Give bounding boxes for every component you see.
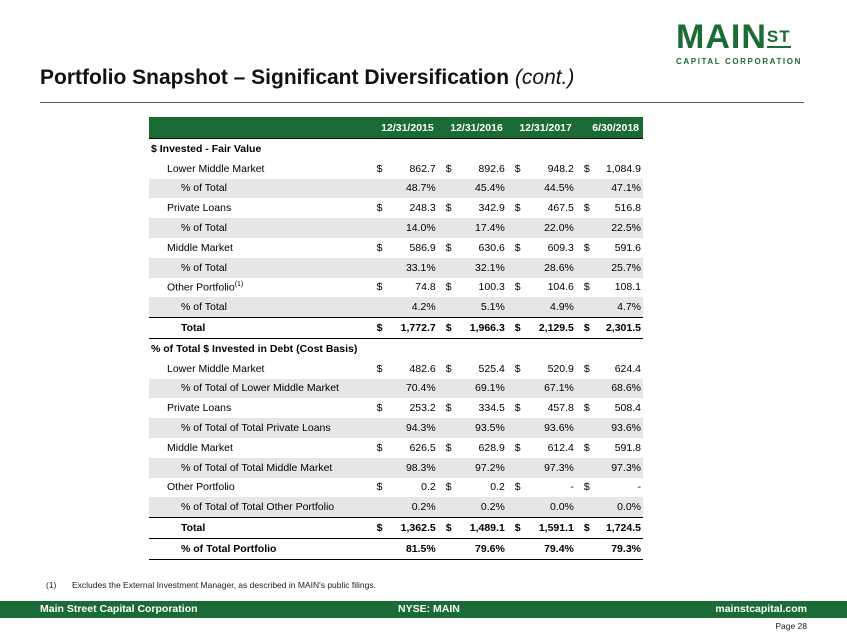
table-row	[149, 359, 643, 379]
row-label-text: Middle Market	[167, 241, 233, 254]
table-row	[149, 458, 643, 478]
row-label	[149, 379, 369, 399]
cell-value: 97.2%	[438, 458, 507, 478]
currency-symbol: $	[445, 162, 452, 175]
footer-website-link[interactable]: mainstcapital.com	[715, 603, 807, 615]
row-label-text: % of Total	[181, 261, 227, 274]
section-label: % of Total $ Invested in Debt (Cost Basis)	[149, 338, 643, 358]
cell-value: 586.9	[409, 241, 436, 254]
cell-value: 612.4	[547, 441, 574, 454]
portfolio-snapshot-table	[149, 117, 643, 560]
cell-value: 108.1	[614, 281, 641, 294]
cell-value: 32.1%	[438, 258, 507, 278]
currency-symbol: $	[583, 362, 590, 375]
footnote: (1) Excludes the External Investment Manager, as described in MAIN's public filings.	[46, 580, 376, 590]
total-row	[149, 518, 643, 539]
currency-symbol: $	[514, 441, 521, 454]
footer-bar	[0, 601, 847, 618]
table-row	[149, 418, 643, 438]
footnote-marker: (1)	[234, 281, 244, 289]
currency-symbol: $	[376, 441, 383, 454]
cell-value: 508.4	[614, 402, 641, 415]
cell-value: 47.1%	[576, 179, 643, 199]
row-label	[149, 438, 369, 458]
table-row	[149, 398, 643, 418]
cell-value: 22.5%	[576, 218, 643, 238]
row-label	[149, 198, 369, 218]
currency-symbol: $	[514, 162, 521, 175]
currency-symbol: $	[583, 402, 590, 415]
row-label	[149, 518, 369, 539]
table-row	[149, 159, 643, 179]
cell-value: 626.5	[409, 441, 436, 454]
section-debt-cost-basis	[149, 338, 643, 358]
row-label-text: % of Total of Total Private Loans	[181, 422, 331, 435]
cell-value: -	[637, 481, 641, 494]
cell-value: 624.4	[614, 362, 641, 375]
row-label-text: Other Portfolio	[167, 281, 235, 294]
cell-value: 74.8	[415, 281, 436, 294]
currency-symbol: $	[583, 281, 590, 294]
table-row	[149, 297, 643, 317]
cell-value: 253.2	[409, 402, 436, 415]
cell-value: 1,966.3	[456, 318, 507, 339]
cell-value: 94.3%	[369, 418, 438, 438]
row-label-text: Private Loans	[167, 202, 232, 215]
title-divider	[40, 102, 804, 103]
table-row	[149, 278, 643, 298]
cell-value: 0.0%	[507, 497, 576, 517]
cell-value: 0.0%	[576, 497, 643, 517]
cell-value: 67.1%	[507, 379, 576, 399]
cell-value: 4.2%	[369, 297, 438, 317]
row-label	[149, 179, 369, 199]
currency-symbol: $	[507, 518, 525, 539]
page-title: Portfolio Snapshot – Significant Diversification (cont.)	[40, 66, 575, 89]
cell-value: 862.7	[409, 162, 436, 175]
cell-value: 97.3%	[576, 458, 643, 478]
footer-ticker: NYSE: MAIN	[398, 603, 460, 615]
cell-value: 525.4	[478, 362, 505, 375]
cell-value: 334.5	[478, 402, 505, 415]
cell-value: 81.5%	[369, 538, 438, 559]
row-label-text: Private Loans	[167, 402, 232, 415]
cell-value: 17.4%	[438, 218, 507, 238]
row-label	[149, 398, 369, 418]
table-row	[149, 438, 643, 458]
row-label	[149, 238, 369, 258]
currency-symbol: $	[514, 281, 521, 294]
logo-tagline: CAPITAL CORPORATION	[676, 57, 802, 66]
cell-value: -	[570, 481, 574, 494]
table-row	[149, 218, 643, 238]
cell-value: 93.5%	[438, 418, 507, 438]
cell-value: 1,724.5	[594, 518, 643, 539]
currency-symbol: $	[438, 518, 456, 539]
cell-value: 342.9	[478, 202, 505, 215]
cell-value: 22.0%	[507, 218, 576, 238]
row-label-text: Middle Market	[167, 441, 233, 454]
cell-value: 2,301.5	[594, 318, 643, 339]
currency-symbol: $	[376, 402, 383, 415]
currency-symbol: $	[445, 402, 452, 415]
cell-value: 44.5%	[507, 179, 576, 199]
column-header: 12/31/2015	[369, 117, 438, 139]
cell-value: 2,129.5	[525, 318, 576, 339]
currency-symbol: $	[376, 481, 383, 494]
row-label	[149, 497, 369, 517]
row-label-text: % of Total of Total Other Portfolio	[181, 501, 335, 514]
row-label-text: Total	[181, 322, 206, 335]
cell-value: 516.8	[614, 202, 641, 215]
currency-symbol: $	[583, 241, 590, 254]
row-label-text: % of Total of Total Middle Market	[181, 461, 333, 474]
row-label	[149, 218, 369, 238]
logo-wordmark: $MAIN^{ST}$	[676, 18, 791, 56]
cell-value: 482.6	[409, 362, 436, 375]
cell-value: 45.4%	[438, 179, 507, 199]
row-label	[149, 297, 369, 317]
cell-value: 93.6%	[507, 418, 576, 438]
cell-value: 1,362.5	[387, 518, 438, 539]
cell-value: 609.3	[547, 241, 574, 254]
cell-value: 520.9	[547, 362, 574, 375]
table-row	[149, 198, 643, 218]
cell-value: 467.5	[547, 202, 574, 215]
currency-symbol: $	[369, 518, 387, 539]
currency-symbol: $	[583, 481, 590, 494]
row-label-text: % of Total Portfolio	[181, 542, 277, 555]
currency-symbol: $	[445, 362, 452, 375]
total-row	[149, 318, 643, 339]
row-label-text: % of Total	[181, 222, 227, 235]
cell-value: 5.1%	[438, 297, 507, 317]
column-header: 12/31/2016	[438, 117, 507, 139]
row-label	[149, 478, 369, 498]
currency-symbol: $	[514, 481, 521, 494]
currency-symbol: $	[438, 318, 456, 339]
currency-symbol: $	[445, 241, 452, 254]
cell-value: 70.4%	[369, 379, 438, 399]
cell-value: 4.9%	[507, 297, 576, 317]
currency-symbol: $	[583, 162, 590, 175]
currency-symbol: $	[576, 518, 594, 539]
table-row	[149, 179, 643, 199]
currency-symbol: $	[514, 241, 521, 254]
cell-value: 0.2	[421, 481, 436, 494]
row-label-text: Total	[181, 522, 206, 535]
row-label-text: % of Total	[181, 301, 227, 314]
row-label-text: Lower Middle Market	[167, 162, 265, 175]
main-street-logo	[676, 20, 808, 66]
cell-value: 100.3	[478, 281, 505, 294]
cell-value: 1,591.1	[525, 518, 576, 539]
cell-value: 69.1%	[438, 379, 507, 399]
currency-symbol: $	[376, 162, 383, 175]
cell-value: 1,772.7	[387, 318, 438, 339]
currency-symbol: $	[583, 202, 590, 215]
row-label-text: Lower Middle Market	[167, 362, 265, 375]
currency-symbol: $	[583, 441, 590, 454]
cell-value: 0.2	[490, 481, 505, 494]
cell-value: 14.0%	[369, 218, 438, 238]
cell-value: 68.6%	[576, 379, 643, 399]
section-fair-value	[149, 139, 643, 159]
cell-value: 79.4%	[507, 538, 576, 559]
currency-symbol: $	[514, 402, 521, 415]
cell-value: 628.9	[478, 441, 505, 454]
cell-value: 4.7%	[576, 297, 643, 317]
row-label	[149, 458, 369, 478]
table-row	[149, 478, 643, 498]
cell-value: 630.6	[478, 241, 505, 254]
currency-symbol: $	[445, 281, 452, 294]
cell-value: 79.3%	[576, 538, 643, 559]
row-label	[149, 418, 369, 438]
cell-value: 33.1%	[369, 258, 438, 278]
cell-value: 591.8	[614, 441, 641, 454]
currency-symbol: $	[445, 481, 452, 494]
currency-symbol: $	[376, 202, 383, 215]
currency-symbol: $	[576, 318, 594, 339]
cell-value: 48.7%	[369, 179, 438, 199]
cell-value: 97.3%	[507, 458, 576, 478]
header-blank	[149, 117, 369, 139]
row-label	[149, 538, 369, 559]
cell-value: 1,489.1	[456, 518, 507, 539]
row-label-text: Other Portfolio	[167, 481, 235, 494]
currency-symbol: $	[376, 241, 383, 254]
section-label: $ Invested - Fair Value	[149, 139, 643, 159]
row-label	[149, 258, 369, 278]
currency-symbol: $	[445, 441, 452, 454]
row-label-text: % of Total	[181, 182, 227, 195]
currency-symbol: $	[376, 281, 383, 294]
column-header: 12/31/2017	[507, 117, 576, 139]
table-header-row	[149, 117, 643, 139]
cell-value: 93.6%	[576, 418, 643, 438]
row-label	[149, 159, 369, 179]
cell-value: 1,084.9	[605, 162, 641, 175]
cell-value: 248.3	[409, 202, 436, 215]
cell-value: 457.8	[547, 402, 574, 415]
row-label	[149, 318, 369, 339]
table-row	[149, 379, 643, 399]
cell-value: 79.6%	[438, 538, 507, 559]
column-header: 6/30/2018	[576, 117, 643, 139]
page-number: Page 28	[775, 621, 807, 631]
currency-symbol: $	[507, 318, 525, 339]
cell-value: 892.6	[478, 162, 505, 175]
cell-value: 28.6%	[507, 258, 576, 278]
currency-symbol: $	[376, 362, 383, 375]
currency-symbol: $	[445, 202, 452, 215]
total-row	[149, 538, 643, 559]
table-row	[149, 258, 643, 278]
cell-value: 948.2	[547, 162, 574, 175]
row-label	[149, 359, 369, 379]
cell-value: 0.2%	[438, 497, 507, 517]
cell-value: 25.7%	[576, 258, 643, 278]
row-label-text: % of Total of Lower Middle Market	[181, 382, 339, 395]
cell-value: 98.3%	[369, 458, 438, 478]
cell-value: 591.6	[614, 241, 641, 254]
cell-value: 104.6	[547, 281, 574, 294]
table-row	[149, 497, 643, 517]
cell-value: 0.2%	[369, 497, 438, 517]
currency-symbol: $	[514, 202, 521, 215]
footer-company: Main Street Capital Corporation	[40, 603, 198, 615]
currency-symbol: $	[369, 318, 387, 339]
row-label	[149, 278, 369, 298]
currency-symbol: $	[514, 362, 521, 375]
table-row	[149, 238, 643, 258]
